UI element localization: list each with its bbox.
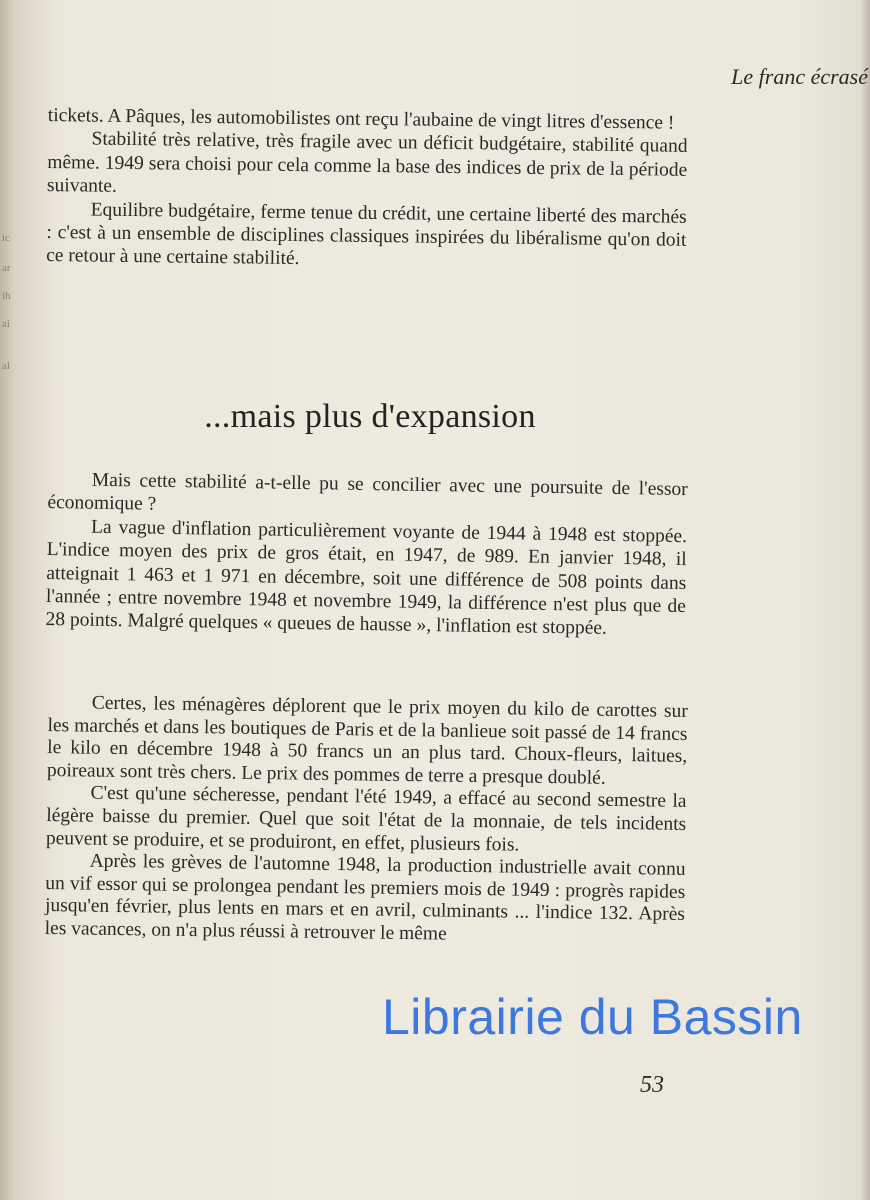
bleed-through-text: al [2,360,10,372]
watermark-logo: Librairie du Bassin [382,989,803,1045]
bleed-through-text: ai [2,318,10,330]
bleed-through-text: ih [2,290,11,302]
paragraph: La vague d'inflation particulièrement voyante de 1944 à 1948 est stoppée. L'indice moyen des prix de gros était, en 1947, de 989. En janvier 1948, il atteignait 1 463 et 1 971 en décembre, soit une différence de 508 points dans l'année ; entre novembre 1948 et novembre 1949, la différence n'est plus que de 28 points. Malgré quelques « queues de hausse », l'inflation est stoppée. [45,516,688,640]
running-head-text: Le franc écrasé [731,64,868,89]
page-number: 53 [640,1072,664,1098]
section-title: ...mais plus d'expansion [204,398,536,435]
paragraph: Stabilité très relative, très fragile avec un déficit budgétaire, stabilité quand même. 1949 sera choisi pour cela comme la base des indices de prix de la période suivante. [46,128,688,198]
paragraph: Mais cette stabilité a-t-elle pu se concilier avec une poursuite de l'essor économique ? [47,469,688,516]
bleed-through-text: ic [2,232,10,244]
text-block-middle [45,468,687,642]
paragraph: tickets. A Pâques, les automobilistes ont reçu l'aubaine de vingt litres d'essence ! [47,104,675,134]
page-gutter [0,0,14,1200]
paragraph: Certes, les ménagères déplorent que le prix moyen du kilo de carottes sur les marchés et dans les boutiques de Paris et de la banlieue soit passé de 14 francs le kilo en décembre 1948 à 50 francs un an plus tard. Choux-fleurs, laitues, poireaux sont très chers. Le prix des pommes de terre a presque doublé. [46,692,688,789]
paragraph: C'est qu'une sécheresse, pendant l'été 1949, a effacé au second semestre la légère baisse du premier. Quel que soit l'état de la monnaie, de tels incidents peuvent se produire, et se produiront, en effet, plusieurs fois. [45,782,687,856]
bleed-through-text: ar [2,262,11,274]
text-block-bottom [45,692,688,949]
paragraph: Equilibre budgétaire, ferme tenue du crédit, une certaine liberté des marchés : c'est à un ensemble de disciplines classiques inspirées du libéralisme qu'on doit ce retour à une certaine stabilité. [46,199,687,270]
text-block-top [46,104,688,276]
paragraph: Après les grèves de l'automne 1948, la production industrielle avait connu un vif essor qui se prolongea pendant les premiers mois de 1949 : progrès rapides jusqu'en février, plus lents en mars et en avril, culminants ... l'indice 132. Après les vacances, on n'a plus réussi à retrouver le même [44,850,686,945]
